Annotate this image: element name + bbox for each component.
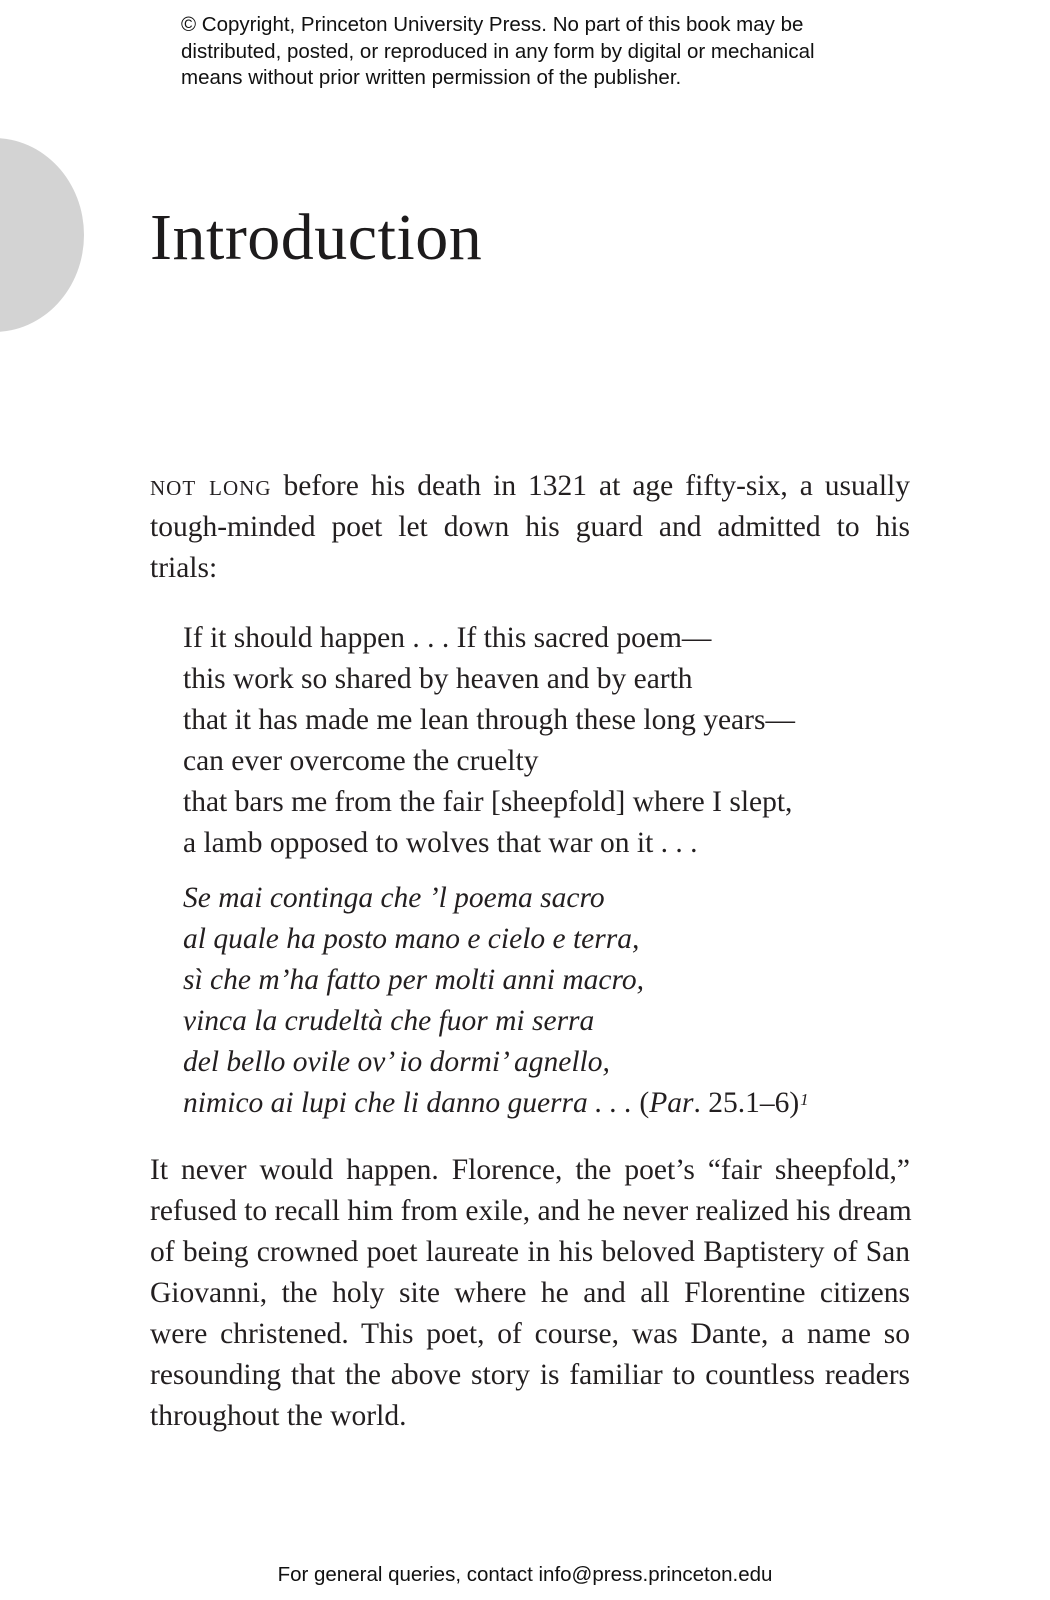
verse-line: a lamb opposed to wolves that war on it . . . bbox=[183, 827, 698, 859]
verse-line: that bars me from the fair [sheepfold] where I slept, bbox=[183, 786, 793, 818]
body-paragraph bbox=[150, 1150, 910, 1437]
paragraph-line: throughout the world. bbox=[150, 1400, 407, 1432]
verse-line bbox=[183, 1083, 883, 1124]
verse-line: del bello ovile ov’ io dormi’ agnello, bbox=[183, 1046, 610, 1078]
chapter-tab-marker bbox=[0, 138, 84, 332]
footer-contact: For general queries, contact info@press.princeton.edu bbox=[277, 1563, 773, 1586]
opening-paragraph bbox=[150, 466, 910, 589]
paragraph-text: before his death in 1321 at age fifty-six, a usually bbox=[271, 470, 910, 502]
verse-line: Se mai continga che ’l poema sacro bbox=[183, 882, 605, 914]
verse-text: nimico ai lupi che li danno guerra . . . bbox=[183, 1087, 640, 1119]
verse-line: vinca la crudeltà che fuor mi serra bbox=[183, 1005, 595, 1037]
copyright-line: distributed, posted, or reproduced in any form by digital or mechanical bbox=[181, 39, 815, 63]
paragraph-line: refused to recall him from exile, and he never realized his dream bbox=[150, 1195, 912, 1227]
verse-line: this work so shared by heaven and by earth bbox=[183, 663, 693, 695]
verse-line: al quale ha posto mano e cielo e terra, bbox=[183, 923, 640, 955]
verse-line: that it has made me lean through these long years— bbox=[183, 704, 795, 736]
paragraph-line: Giovanni, the holy site where he and all Florentine citizens bbox=[150, 1277, 910, 1309]
citation-ref: . 25.1–6) bbox=[693, 1087, 800, 1119]
verse-line: can ever overcome the cruelty bbox=[183, 745, 539, 777]
paragraph-line: It never would happen. Florence, the poet’s “fair sheepfold,” bbox=[150, 1154, 910, 1186]
citation bbox=[639, 1087, 799, 1119]
small-caps-lead: not long bbox=[150, 470, 272, 502]
paragraph-line: of being crowned poet laureate in his beloved Baptistery of San bbox=[150, 1236, 910, 1268]
verse-english bbox=[183, 618, 883, 864]
chapter-title: Introduction bbox=[150, 201, 483, 274]
paragraph-line bbox=[150, 466, 910, 507]
citation-work: Par bbox=[649, 1087, 694, 1119]
paragraph-line: were christened. This poet, of course, was Dante, a name so bbox=[150, 1318, 910, 1350]
footnote-marker[interactable]: 1 bbox=[800, 1090, 809, 1109]
copyright-notice bbox=[181, 12, 901, 92]
paragraph-line: tough-minded poet let down his guard and admitted to his bbox=[150, 511, 910, 543]
verse-line: If it should happen . . . If this sacred poem— bbox=[183, 622, 712, 654]
paragraph-line: resounding that the above story is familiar to countless readers bbox=[150, 1359, 910, 1391]
copyright-line: © Copyright, Princeton University Press. No part of this book may be bbox=[181, 13, 804, 36]
verse-italian bbox=[183, 878, 883, 1124]
verse-line: sì che m’ha fatto per molti anni macro, bbox=[183, 964, 645, 996]
paragraph-line: trials: bbox=[150, 552, 218, 584]
copyright-line: means without prior written permission of the publisher. bbox=[181, 66, 682, 89]
citation-open: ( bbox=[639, 1087, 650, 1119]
